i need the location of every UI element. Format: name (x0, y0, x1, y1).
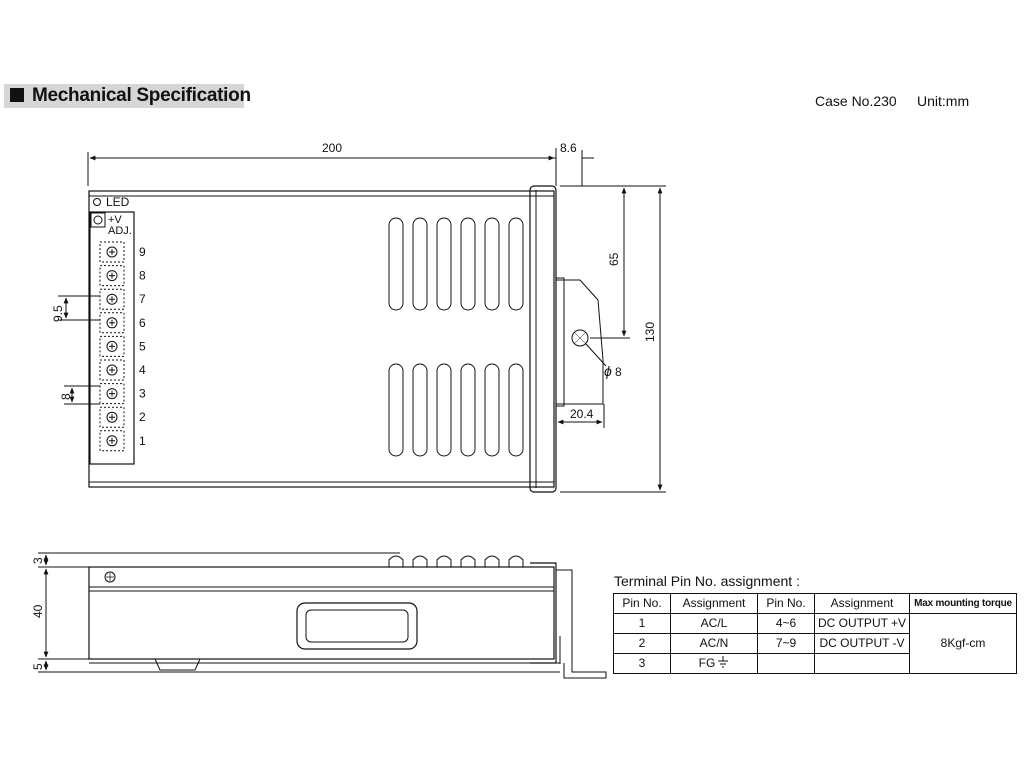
terminal-number: 4 (139, 363, 146, 377)
v-adj-label-line1: +V (108, 214, 122, 226)
dim-side-bottom: 5 (31, 663, 45, 670)
terminal-screw-9 (100, 242, 124, 262)
terminal-screw-5 (100, 336, 124, 356)
terminal-number: 9 (139, 245, 146, 259)
col-assignment-1: Assignment (671, 594, 758, 614)
terminal-numbers (139, 245, 146, 448)
cell-pin: 2 (614, 634, 671, 654)
terminal-number: 3 (139, 386, 146, 401)
terminal-screw-1 (100, 431, 124, 451)
dim-hole-dia-symbol: ϕ (604, 363, 612, 379)
pin-table-title: Terminal Pin No. assignment : (614, 573, 800, 589)
cell-pin: 7~9 (758, 634, 815, 654)
col-torque: Max mounting torque (910, 594, 1017, 614)
led-indicator-icon (94, 199, 101, 206)
side-body (89, 567, 554, 659)
cell-assignment (815, 654, 910, 674)
dim-length: 200 (322, 141, 343, 155)
dim-hole-offset: 65 (607, 252, 621, 266)
dim-width: 130 (643, 321, 657, 342)
terminal-screw-7 (100, 289, 124, 309)
terminal-screw-6 (100, 313, 124, 333)
side-vent-fins (389, 556, 523, 567)
terminal-screw-4 (100, 360, 124, 380)
page-title: Mechanical Specification (32, 85, 251, 106)
dim-pin-pitch: 9.5 (51, 305, 65, 322)
pin-assignment-table (613, 593, 1017, 674)
vent-slots-lower (389, 364, 523, 456)
side-view (38, 553, 606, 678)
end-bracket (530, 186, 556, 492)
cell-assignment: AC/N (671, 634, 758, 654)
vent-slots-upper (389, 218, 523, 310)
cell-pin: 4~6 (758, 614, 815, 634)
cell-assignment (671, 654, 758, 674)
terminal-screw-8 (100, 266, 124, 286)
cell-pin: 1 (614, 614, 671, 634)
terminal-screw-3 (100, 384, 124, 404)
terminal-number: 5 (139, 339, 146, 354)
col-pin-no-2: Pin No. (758, 594, 815, 614)
dim-side-top: 3 (31, 557, 45, 564)
cell-assignment: DC OUTPUT +V (815, 614, 910, 634)
case-body-outline (89, 191, 554, 487)
case-number: Case No.230 (815, 93, 897, 109)
terminal-number: 1 (139, 433, 146, 448)
terminal-number: 6 (139, 315, 146, 330)
led-label: LED (106, 195, 130, 209)
cell-assignment: AC/L (671, 614, 758, 634)
col-pin-no-1: Pin No. (614, 594, 671, 614)
terminal-number: 7 (139, 292, 146, 307)
dim-hole-edge: 20.4 (570, 407, 594, 421)
unit-label: Unit:mm (917, 93, 970, 109)
terminal-number: 2 (139, 410, 146, 425)
dim-side-height: 40 (31, 604, 45, 618)
dim-pin-width: 8 (59, 393, 73, 400)
cell-pin (758, 654, 815, 674)
mounting-ear (556, 280, 603, 404)
cell-pin: 3 (614, 654, 671, 674)
cell-assignment: DC OUTPUT -V (815, 634, 910, 654)
terminal-number: 8 (139, 268, 146, 283)
ground-icon (717, 656, 729, 668)
table-row (614, 614, 1017, 634)
table-header-row (614, 594, 1017, 614)
terminal-screw-2 (100, 407, 124, 427)
col-assignment-2: Assignment (815, 594, 910, 614)
dim-hole-dia: 8 (615, 365, 622, 379)
terminal-screws (100, 242, 124, 451)
cell-assignment-text: FG (698, 656, 716, 670)
cell-torque: 8Kgf-cm (910, 614, 1017, 674)
adj-potentiometer-icon (94, 216, 102, 224)
v-adj-label-line2: ADJ. (108, 225, 132, 237)
top-view (58, 148, 666, 492)
dim-bracket: 8.6 (560, 141, 577, 155)
